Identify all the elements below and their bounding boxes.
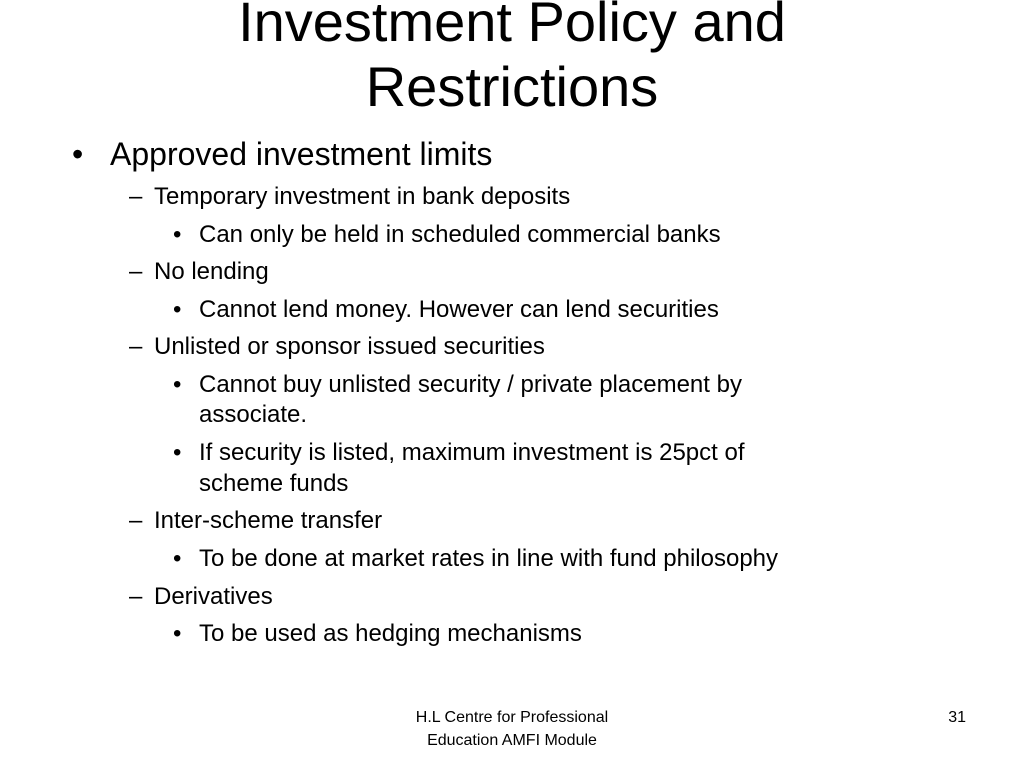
slide-title-line-2: Restrictions — [365, 55, 659, 118]
bullet-item-level-3 — [173, 619, 582, 649]
bullet-text: To be used as hedging mechanisms — [199, 620, 582, 647]
dash-marker: – — [129, 183, 143, 210]
bullet-marker: • — [72, 136, 84, 172]
page-number: 31 — [948, 709, 966, 726]
dash-marker: – — [129, 258, 143, 285]
bullet-text: Unlisted or sponsor issued securities — [154, 333, 545, 360]
footer-line-1: H.L Centre for Professional — [415, 709, 609, 726]
bullet-item-level-3 — [173, 220, 721, 250]
dash-marker: – — [129, 583, 143, 610]
bullet-item-level-2 — [129, 182, 571, 212]
bullet-text: scheme funds — [199, 470, 349, 497]
slide-title-line-1: Investment Policy and — [238, 0, 786, 53]
bullet-continuation — [199, 400, 307, 430]
bullet-text: associate. — [199, 401, 308, 428]
bullet-item-level-3 — [173, 295, 719, 325]
bullet-text: Temporary investment in bank deposits — [154, 183, 571, 210]
bullet-marker: • — [173, 296, 182, 323]
bullet-text: Can only be held in scheduled commercial banks — [199, 221, 721, 248]
bullet-marker: • — [173, 439, 182, 466]
bullet-marker: • — [173, 371, 182, 398]
bullet-marker: • — [173, 545, 182, 572]
bullet-item-level-3 — [173, 370, 742, 400]
bullet-text: Cannot buy unlisted security / private placement by — [199, 371, 742, 398]
bullet-item-level-2 — [129, 506, 383, 536]
dash-marker: – — [129, 333, 143, 360]
bullet-text: No lending — [154, 258, 269, 285]
bullet-item-level-3 — [173, 438, 745, 468]
bullet-item-level-3 — [173, 544, 779, 574]
bullet-text: Approved investment limits — [110, 136, 493, 172]
bullet-continuation — [199, 469, 348, 499]
bullet-item-level-2 — [129, 582, 273, 612]
bullet-text: Inter-scheme transfer — [154, 507, 383, 534]
bullet-text: Derivatives — [154, 583, 273, 610]
footer-line-2: Education AMFI Module — [427, 732, 597, 749]
dash-marker: – — [129, 507, 143, 534]
bullet-item-level-2 — [129, 257, 269, 287]
bullet-text: Cannot lend money. However can lend securities — [199, 296, 719, 323]
bullet-marker: • — [173, 221, 182, 248]
bullet-text: If security is listed, maximum investment is 25pct of — [199, 439, 745, 466]
bullet-text: To be done at market rates in line with fund philosophy — [199, 545, 779, 572]
bullet-marker: • — [173, 620, 182, 647]
slide-footer — [340, 706, 684, 752]
bullet-item-level-1 — [72, 136, 493, 172]
bullet-item-level-2 — [129, 332, 545, 362]
